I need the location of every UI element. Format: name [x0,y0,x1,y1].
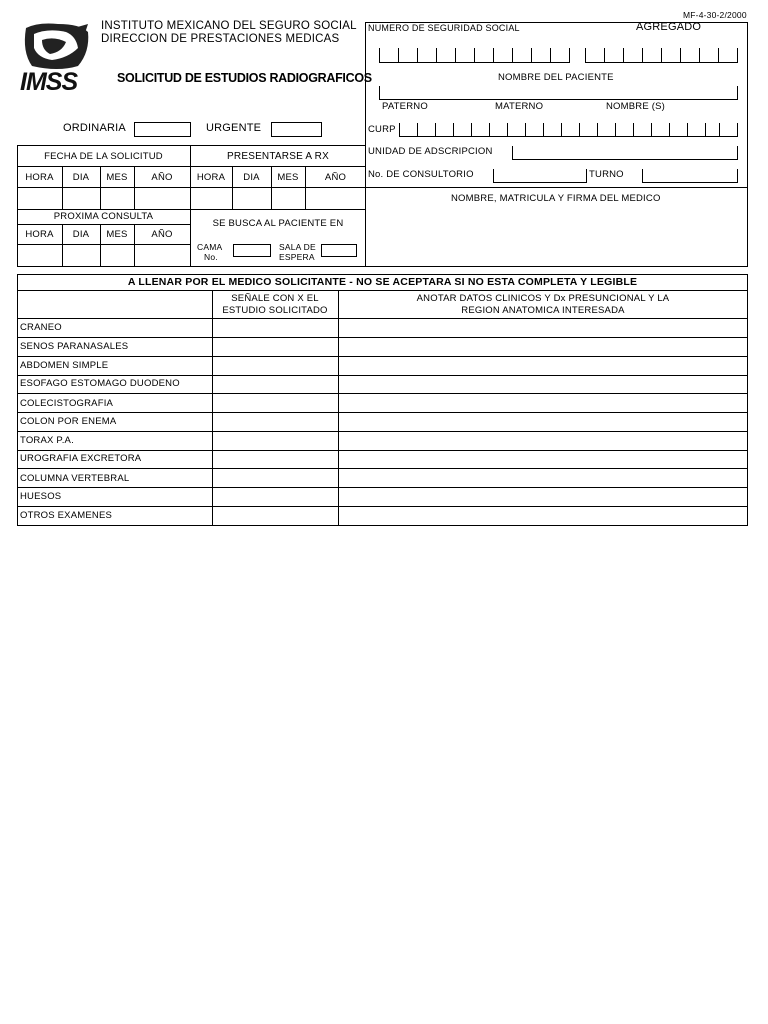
cama-no-label: No. [204,252,218,262]
study-row-label: COLON POR ENEMA [20,416,117,427]
col-ano: AÑO [324,172,347,183]
col-dia: DIA [243,172,260,183]
study-mark-column[interactable] [213,319,338,526]
logo-text: IMSS [20,68,78,96]
study-row-label: CRANEO [20,322,62,333]
se-busca-label: SE BUSCA AL PACIENTE EN [212,218,344,229]
mark-col-header-1: SEÑALE CON X EL [231,293,319,304]
ordinary-label: ORDINARIA [63,122,126,134]
agregado-label: AGREGADO [636,21,702,33]
curp-label: CURP [368,124,396,135]
col-dia: DIA [72,172,90,183]
institute-name: INSTITUTO MEXICANO DEL SEGURO SOCIAL [101,20,357,32]
patient-name-label: NOMBRE DEL PACIENTE [498,72,614,83]
study-row-label: ABDOMEN SIMPLE [20,360,109,371]
medico-label: NOMBRE, MATRICULA Y FIRMA DEL MEDICO [451,193,661,204]
study-row-label: COLECISTOGRAFIA [20,398,114,409]
col-ano: AÑO [151,229,173,240]
study-row-label: HUESOS [20,491,62,502]
consultorio-label: No. DE CONSULTORIO [368,169,474,180]
study-row-label: UROGRAFIA EXCRETORA [20,453,142,464]
study-row-label: SENOS PARANASALES [20,341,129,352]
eagle-emblem-icon [18,22,94,72]
study-row-label: ESOFAGO ESTOMAGO DUODENO [20,378,180,389]
data-col-header-2: REGION ANATOMICA INTERESADA [461,305,625,316]
proxima-consulta-label: PROXIMA CONSULTA [53,211,154,222]
form-code: MF-4-30-2/2000 [683,10,747,20]
nss-label: NUMERO DE SEGURIDAD SOCIAL [368,23,520,33]
col-hora: HORA [196,172,226,183]
urgent-label: URGENTE [206,122,262,134]
cama-label: CAMA [197,242,223,252]
col-mes: MES [106,172,128,183]
study-row-label: TORAX P.A. [20,435,74,446]
col-ano: AÑO [151,172,173,183]
data-col-header-1: ANOTAR DATOS CLINICOS Y Dx PRESUNCIONAL Y LA [416,293,670,304]
study-row-label: OTROS EXAMENES [20,510,113,521]
fecha-solicitud-label: FECHA DE LA SOLICITUD [44,151,163,162]
nombres-label: NOMBRE (S) [606,101,665,112]
turno-label: TURNO [589,169,624,180]
imss-logo [18,22,94,94]
clinical-data-column[interactable] [339,319,747,526]
paterno-label: PATERNO [382,101,428,112]
col-dia: DIA [72,229,90,240]
direction-name: DIRECCION DE PRESTACIONES MEDICAS [101,33,340,45]
urgent-checkbox[interactable] [271,122,322,137]
studies-heading: A LLENAR POR EL MEDICO SOLICITANTE - NO SE ACEPTARA SI NO ESTA COMPLETA Y LEGIBLE [127,276,638,288]
sala-label: SALA DE [279,242,316,252]
presentarse-label: PRESENTARSE A RX [227,151,329,162]
materno-label: MATERNO [495,101,544,112]
espera-label: ESPERA [279,252,315,262]
study-row-label: COLUMNA VERTEBRAL [20,473,130,484]
col-mes: MES [277,172,299,183]
col-mes: MES [106,229,128,240]
ordinary-checkbox[interactable] [134,122,191,137]
medico-signature-area[interactable] [370,208,744,264]
mark-col-header-2: ESTUDIO SOLICITADO [222,305,328,316]
col-hora: HORA [25,229,54,240]
page-title: SOLICITUD DE ESTUDIOS RADIOGRAFICOS [117,71,372,85]
cama-input[interactable] [233,244,271,257]
sala-espera-input[interactable] [321,244,357,257]
unidad-label: UNIDAD DE ADSCRIPCION [368,146,493,157]
col-hora: HORA [25,172,54,183]
